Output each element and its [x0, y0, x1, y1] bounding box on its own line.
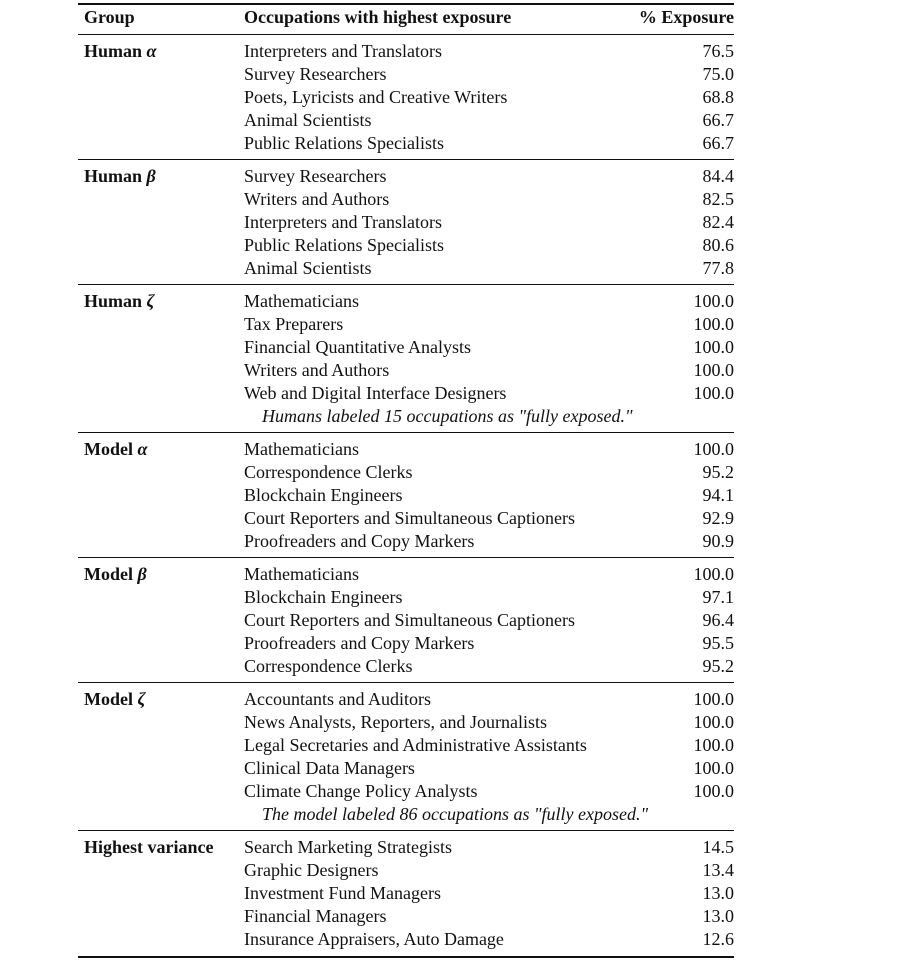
table-row	[244, 188, 734, 211]
exposure-value-cell: 100.0	[693, 337, 734, 357]
occupation-cell: Legal Secretaries and Administrative Assistants	[244, 735, 587, 755]
exposure-value-cell: 100.0	[693, 360, 734, 380]
table-row	[244, 336, 734, 359]
exposure-value-cell: 13.4	[702, 860, 734, 880]
group-name: Model	[84, 564, 133, 584]
exposure-value-cell: 75.0	[702, 64, 734, 84]
table-row	[244, 382, 734, 405]
group-symbol: β	[137, 564, 147, 584]
exposure-value-cell: 92.9	[702, 508, 734, 528]
occupation-cell: News Analysts, Reporters, and Journalists	[244, 712, 547, 732]
group-separator-rule	[78, 34, 734, 35]
table-row	[244, 632, 734, 655]
exposure-value-cell: 14.5	[702, 837, 734, 857]
occupation-cell: Public Relations Specialists	[244, 133, 444, 153]
table-row	[244, 507, 734, 530]
table-row	[244, 165, 734, 188]
table-header	[78, 6, 734, 32]
table-row	[244, 109, 734, 132]
group-separator-rule	[78, 432, 734, 433]
group-note: Humans labeled 15 occupations as "fully exposed."	[262, 406, 633, 426]
top-rule	[78, 3, 734, 5]
table-row	[244, 530, 734, 553]
exposure-value-cell: 77.8	[702, 258, 734, 278]
exposure-value-cell: 82.4	[702, 212, 734, 232]
group-symbol: ζ	[137, 689, 146, 709]
group-name: Model	[84, 439, 133, 459]
group-separator-rule	[78, 682, 734, 683]
table-row	[244, 905, 734, 928]
group-label	[84, 40, 157, 63]
exposure-value-cell: 90.9	[702, 531, 734, 551]
exposure-value-cell: 100.0	[693, 712, 734, 732]
table-row	[244, 734, 734, 757]
exposure-value-cell: 100.0	[693, 383, 734, 403]
group-note: The model labeled 86 occupations as "fully exposed."	[262, 804, 649, 824]
exposure-value-cell: 96.4	[702, 610, 734, 630]
table-row	[244, 928, 734, 951]
header-occupations: Occupations with highest exposure	[244, 7, 512, 27]
occupation-cell: Graphic Designers	[244, 860, 379, 880]
table-row	[244, 836, 734, 859]
occupation-cell: Accountants and Auditors	[244, 689, 431, 709]
occupation-cell: Animal Scientists	[244, 258, 372, 278]
exposure-value-cell: 100.0	[693, 781, 734, 801]
exposure-value-cell: 84.4	[702, 166, 734, 186]
table-row	[244, 484, 734, 507]
occupation-cell: Mathematicians	[244, 439, 359, 459]
exposure-value-cell: 100.0	[693, 735, 734, 755]
occupation-cell: Proofreaders and Copy Markers	[244, 633, 475, 653]
header-exposure: % Exposure	[638, 7, 734, 27]
exposure-value-cell: 13.0	[702, 883, 734, 903]
exposure-value-cell: 76.5	[702, 41, 734, 61]
group-label	[84, 688, 145, 711]
occupation-cell: Correspondence Clerks	[244, 462, 413, 482]
exposure-value-cell: 100.0	[693, 291, 734, 311]
occupation-cell: Correspondence Clerks	[244, 656, 413, 676]
table-row	[244, 211, 734, 234]
occupation-cell: Mathematicians	[244, 291, 359, 311]
table-row	[244, 63, 734, 86]
group-label	[84, 438, 147, 461]
group-label	[84, 290, 154, 313]
exposure-value-cell: 66.7	[702, 133, 734, 153]
table-row	[244, 586, 734, 609]
group-name: Human	[84, 166, 143, 186]
occupation-cell: Survey Researchers	[244, 166, 387, 186]
table-row	[244, 86, 734, 109]
table-row	[244, 780, 734, 803]
table-row	[244, 859, 734, 882]
occupation-cell: Survey Researchers	[244, 64, 387, 84]
exposure-value-cell: 100.0	[693, 689, 734, 709]
occupation-cell: Tax Preparers	[244, 314, 344, 334]
table-row	[244, 290, 734, 313]
occupation-cell: Mathematicians	[244, 564, 359, 584]
group-symbol: α	[137, 439, 148, 459]
occupation-cell: Interpreters and Translators	[244, 41, 442, 61]
exposure-value-cell: 12.6	[702, 929, 734, 949]
group-separator-rule	[78, 830, 734, 831]
occupation-cell: Climate Change Policy Analysts	[244, 781, 478, 801]
group-name: Human	[84, 41, 143, 61]
exposure-value-cell: 66.7	[702, 110, 734, 130]
table-row	[244, 359, 734, 382]
exposure-value-cell: 94.1	[702, 485, 734, 505]
table-row	[244, 655, 734, 678]
table-row	[244, 711, 734, 734]
table-row	[244, 40, 734, 63]
group-symbol: ζ	[146, 291, 155, 311]
occupation-cell: Court Reporters and Simultaneous Captioners	[244, 508, 575, 528]
occupation-cell: Financial Quantitative Analysts	[244, 337, 471, 357]
table-row	[244, 563, 734, 586]
exposure-value-cell: 100.0	[693, 758, 734, 778]
group-label	[84, 165, 156, 188]
table-row	[244, 882, 734, 905]
occupation-cell: Insurance Appraisers, Auto Damage	[244, 929, 504, 949]
group-name: Model	[84, 689, 133, 709]
occupation-cell: Search Marketing Strategists	[244, 837, 452, 857]
table-row	[244, 234, 734, 257]
table-row	[244, 609, 734, 632]
header-group: Group	[84, 7, 135, 27]
exposure-value-cell: 100.0	[693, 564, 734, 584]
occupation-cell: Writers and Authors	[244, 189, 390, 209]
exposure-value-cell: 95.5	[702, 633, 734, 653]
occupation-cell: Interpreters and Translators	[244, 212, 442, 232]
bottom-rule	[78, 956, 734, 958]
occupation-cell: Writers and Authors	[244, 360, 390, 380]
group-separator-rule	[78, 159, 734, 160]
table-row	[244, 461, 734, 484]
occupation-cell: Public Relations Specialists	[244, 235, 444, 255]
group-separator-rule	[78, 284, 734, 285]
table-row	[244, 757, 734, 780]
occupation-cell: Blockchain Engineers	[244, 485, 403, 505]
table-row	[244, 257, 734, 280]
occupation-cell: Clinical Data Managers	[244, 758, 415, 778]
table-row	[244, 688, 734, 711]
table-row	[244, 313, 734, 336]
occupation-cell: Proofreaders and Copy Markers	[244, 531, 475, 551]
occupation-cell: Financial Managers	[244, 906, 387, 926]
exposure-value-cell: 68.8	[702, 87, 734, 107]
group-symbol: α	[146, 41, 157, 61]
group-symbol: β	[146, 166, 156, 186]
group-name: Human	[84, 291, 143, 311]
exposure-value-cell: 82.5	[702, 189, 734, 209]
exposure-value-cell: 100.0	[693, 314, 734, 334]
exposure-value-cell: 80.6	[702, 235, 734, 255]
group-label	[84, 563, 147, 586]
exposure-value-cell: 100.0	[693, 439, 734, 459]
table-row	[244, 438, 734, 461]
exposure-value-cell: 95.2	[702, 656, 734, 676]
group-name: Highest variance	[84, 837, 214, 857]
occupation-cell: Poets, Lyricists and Creative Writers	[244, 87, 508, 107]
occupation-cell: Court Reporters and Simultaneous Captioners	[244, 610, 575, 630]
group-separator-rule	[78, 557, 734, 558]
occupation-cell: Investment Fund Managers	[244, 883, 441, 903]
group-label	[84, 836, 213, 859]
occupation-cell: Blockchain Engineers	[244, 587, 403, 607]
occupation-cell: Web and Digital Interface Designers	[244, 383, 507, 403]
occupation-cell: Animal Scientists	[244, 110, 372, 130]
exposure-value-cell: 13.0	[702, 906, 734, 926]
exposure-value-cell: 95.2	[702, 462, 734, 482]
table-row	[244, 132, 734, 155]
exposure-value-cell: 97.1	[702, 587, 734, 607]
